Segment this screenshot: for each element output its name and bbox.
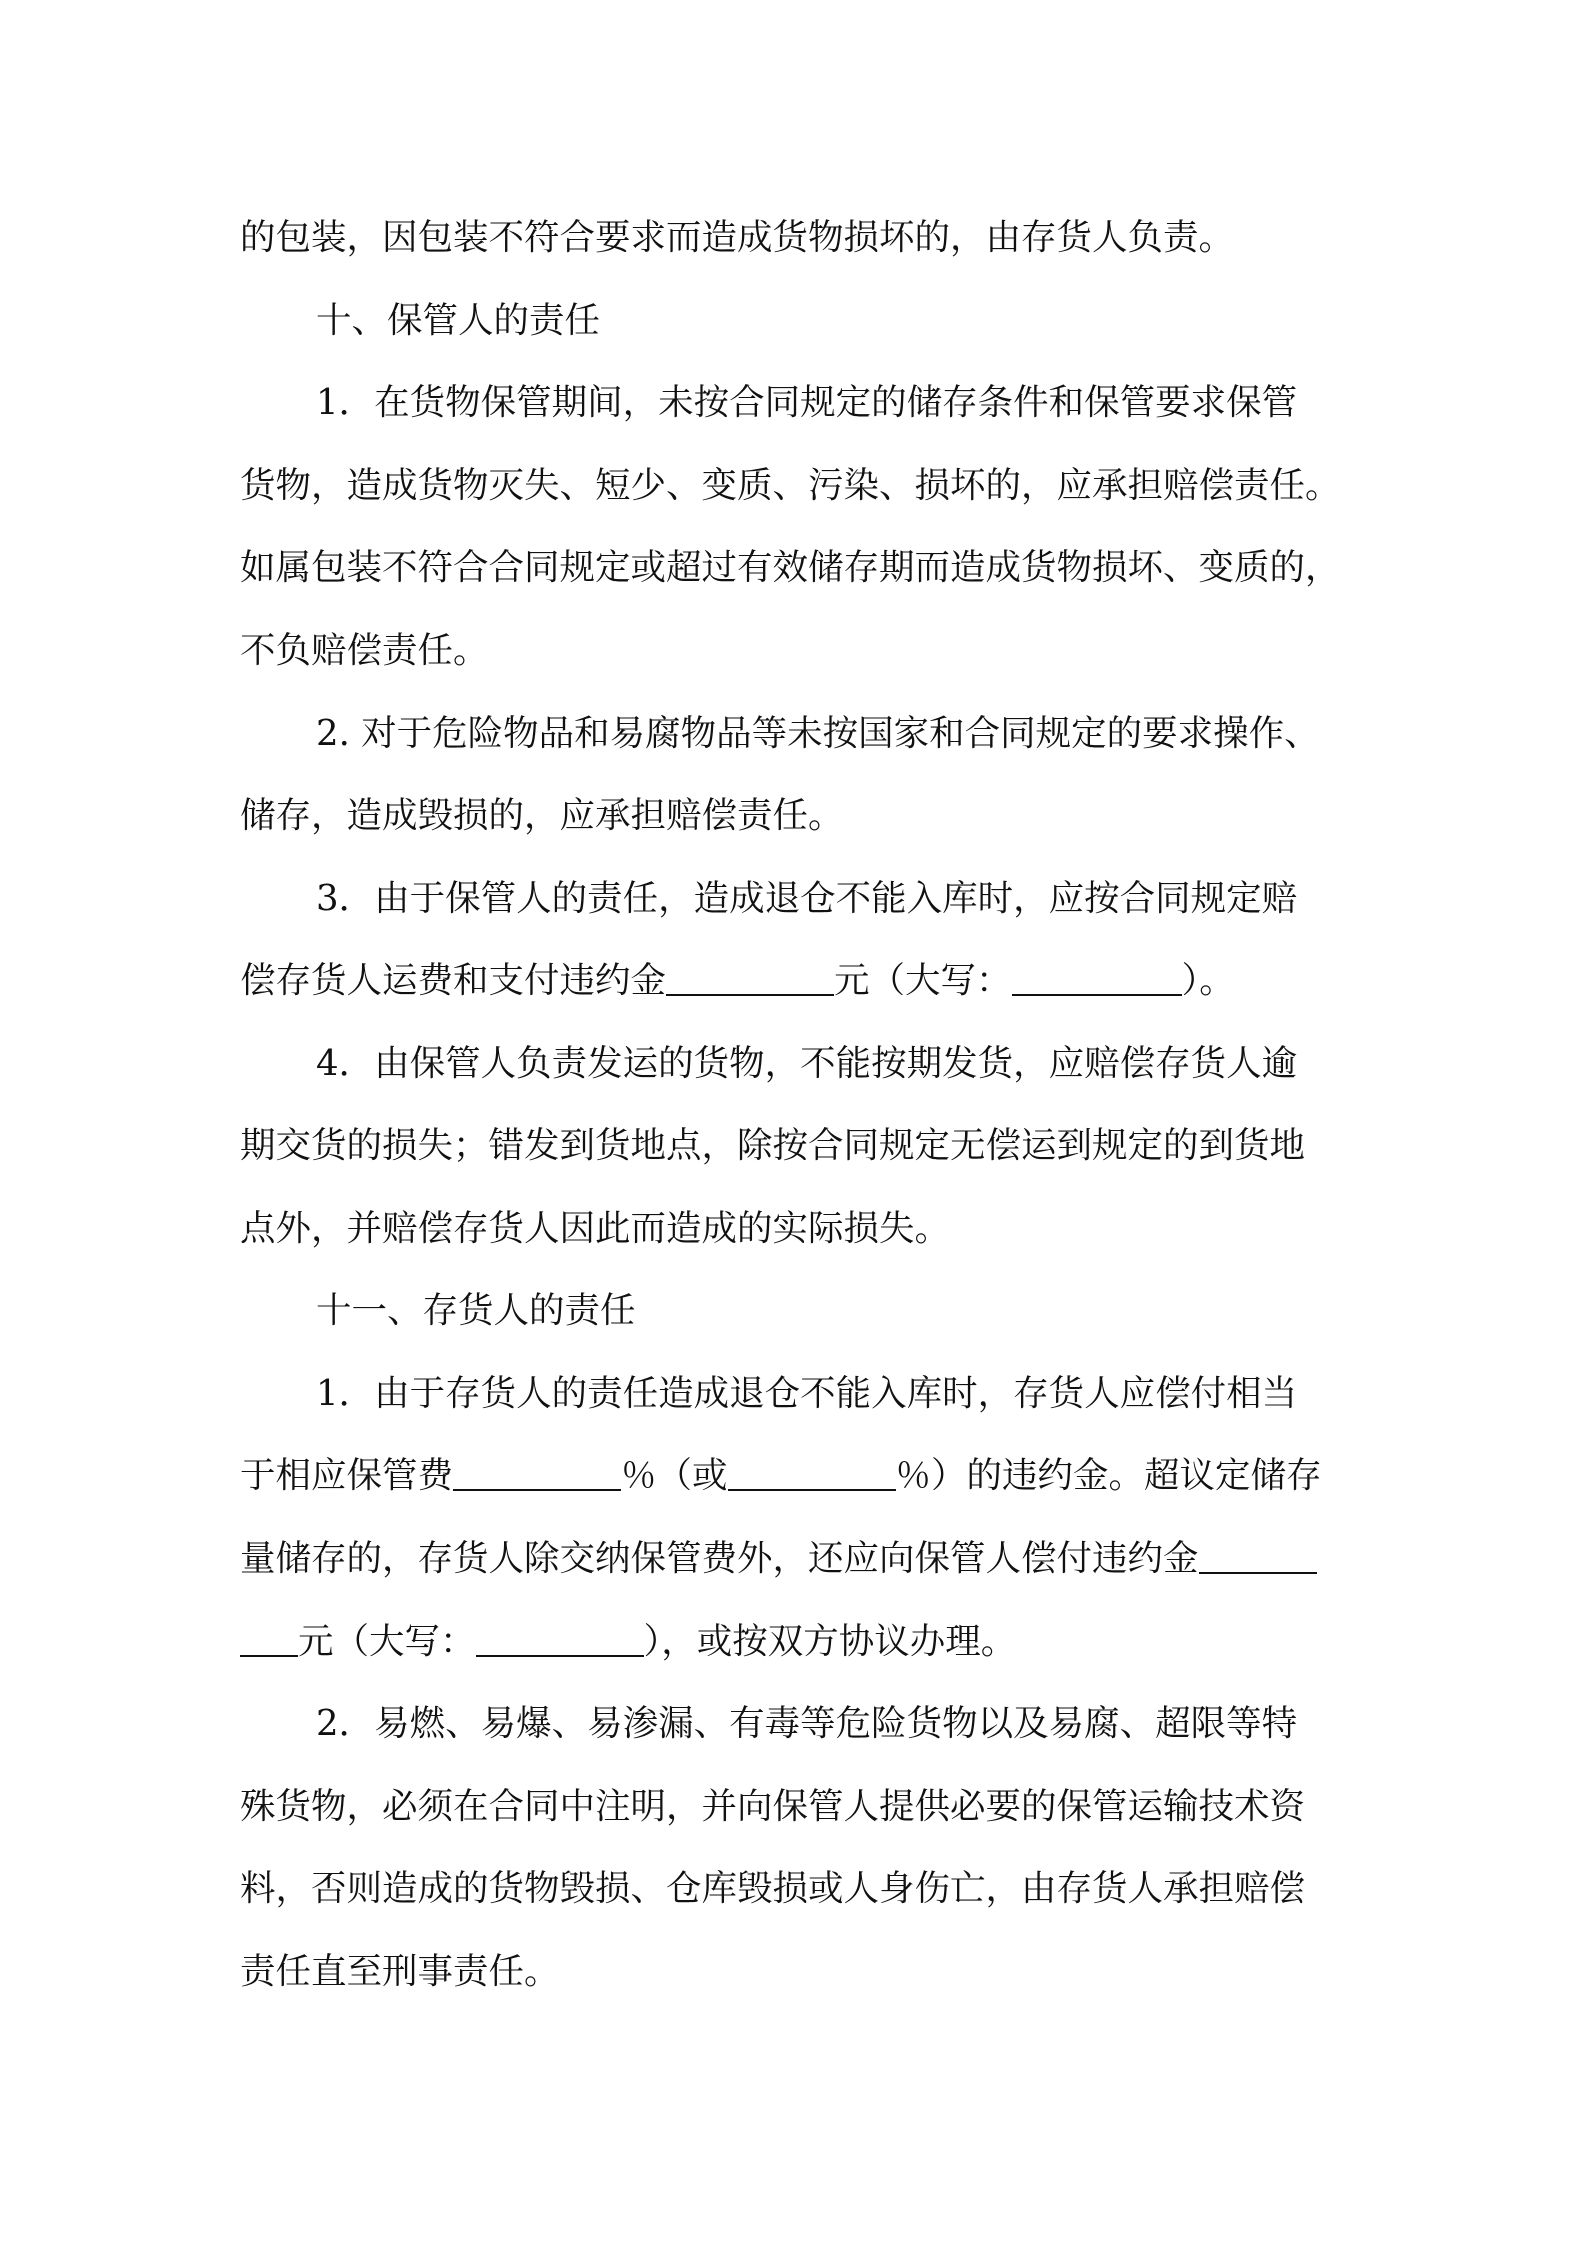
section-11-heading: 十一、存货人的责任 [316, 1290, 636, 1331]
s11-item2-line3: 料，否则造成的货物毁损、仓库毁损或人身伤亡，由存货人承担赔偿 [240, 1868, 1306, 1909]
s10-item3-line2-text-a: 偿存货人运费和支付违约金 [240, 960, 667, 1001]
s11-item2-line1: 2．易燃、易爆、易渗漏、有毒等危险货物以及易腐、超限等特 [316, 1703, 1298, 1744]
section-10-heading: 十、保管人的责任 [316, 300, 601, 341]
s10-item1-line1: 1．在货物保管期间，未按合同规定的储存条件和保管要求保管 [316, 382, 1298, 423]
s11-item1-line4 [240, 1617, 1016, 1667]
s10-item4-line2: 期交货的损失；错发到货地点，除按合同规定无偿运到规定的到货地 [240, 1125, 1306, 1166]
s10-item3-line2 [240, 956, 1235, 1006]
excess-storage-penalty-words-blank[interactable] [476, 1625, 644, 1657]
s10-item4-line1: 4．由保管人负责发运的货物，不能按期发货，应赔偿存货人逾 [316, 1043, 1298, 1084]
s10-item3-line1: 3．由于保管人的责任，造成退仓不能入库时，应按合同规定赔 [316, 878, 1298, 919]
penalty-amount-words-blank[interactable] [1012, 964, 1182, 996]
s11-item2-line4: 责任直至刑事责任。 [240, 1951, 560, 1992]
excess-storage-penalty-blank[interactable] [1199, 1542, 1317, 1574]
s11-item1-line4-text-a: 元（大写： [298, 1621, 476, 1662]
s11-item2-line2: 殊货物，必须在合同中注明，并向保管人提供必要的保管运输技术资 [240, 1786, 1306, 1827]
s10-item2-line1: 2. 对于危险物品和易腐物品等未按国家和合同规定的要求操作、 [316, 713, 1320, 754]
s11-item1-line3-text: 量储存的，存货人除交纳保管费外，还应向保管人偿付违约金 [240, 1538, 1199, 1579]
s11-item1-line1: 1．由于存货人的责任造成退仓不能入库时，存货人应偿付相当 [316, 1373, 1298, 1414]
s10-item4-line3: 点外，并赔偿存货人因此而造成的实际损失。 [240, 1208, 951, 1249]
s10-item3-line2-text-b: 元（大写： [834, 960, 1012, 1001]
s10-item1-line4: 不负赔偿责任。 [240, 630, 489, 671]
s11-item1-line2 [240, 1451, 1322, 1501]
s10-item1-line2: 货物，造成货物灭失、短少、变质、污染、损坏的，应承担赔偿责任。 [240, 465, 1341, 506]
s11-item1-line2-text-b: ％（或 [621, 1455, 728, 1496]
s11-item1-line4-text-b: ），或按双方协议办理。 [643, 1621, 1017, 1662]
s10-item1-line3: 如属包装不符合合同规定或超过有效储存期而造成货物损坏、变质的， [240, 547, 1341, 588]
paragraph-packaging-tail: 的包装，因包装不符合要求而造成货物损坏的，由存货人负责。 [240, 217, 1235, 258]
penalty-amount-blank[interactable] [666, 964, 834, 996]
s10-item3-line2-text-c: ）。 [1181, 960, 1235, 1001]
s11-item1-line3 [240, 1534, 1317, 1584]
excess-storage-penalty-blank-cont[interactable] [240, 1625, 298, 1657]
s11-item1-line2-text-a: 于相应保管费 [240, 1455, 454, 1496]
s10-item2-line2: 储存，造成毁损的，应承担赔偿责任。 [240, 795, 844, 836]
s11-item1-line2-text-c: ％）的违约金。超议定储存 [895, 1455, 1322, 1496]
storage-fee-percent-alt-blank[interactable] [728, 1459, 896, 1491]
storage-fee-percent-blank[interactable] [453, 1459, 621, 1491]
